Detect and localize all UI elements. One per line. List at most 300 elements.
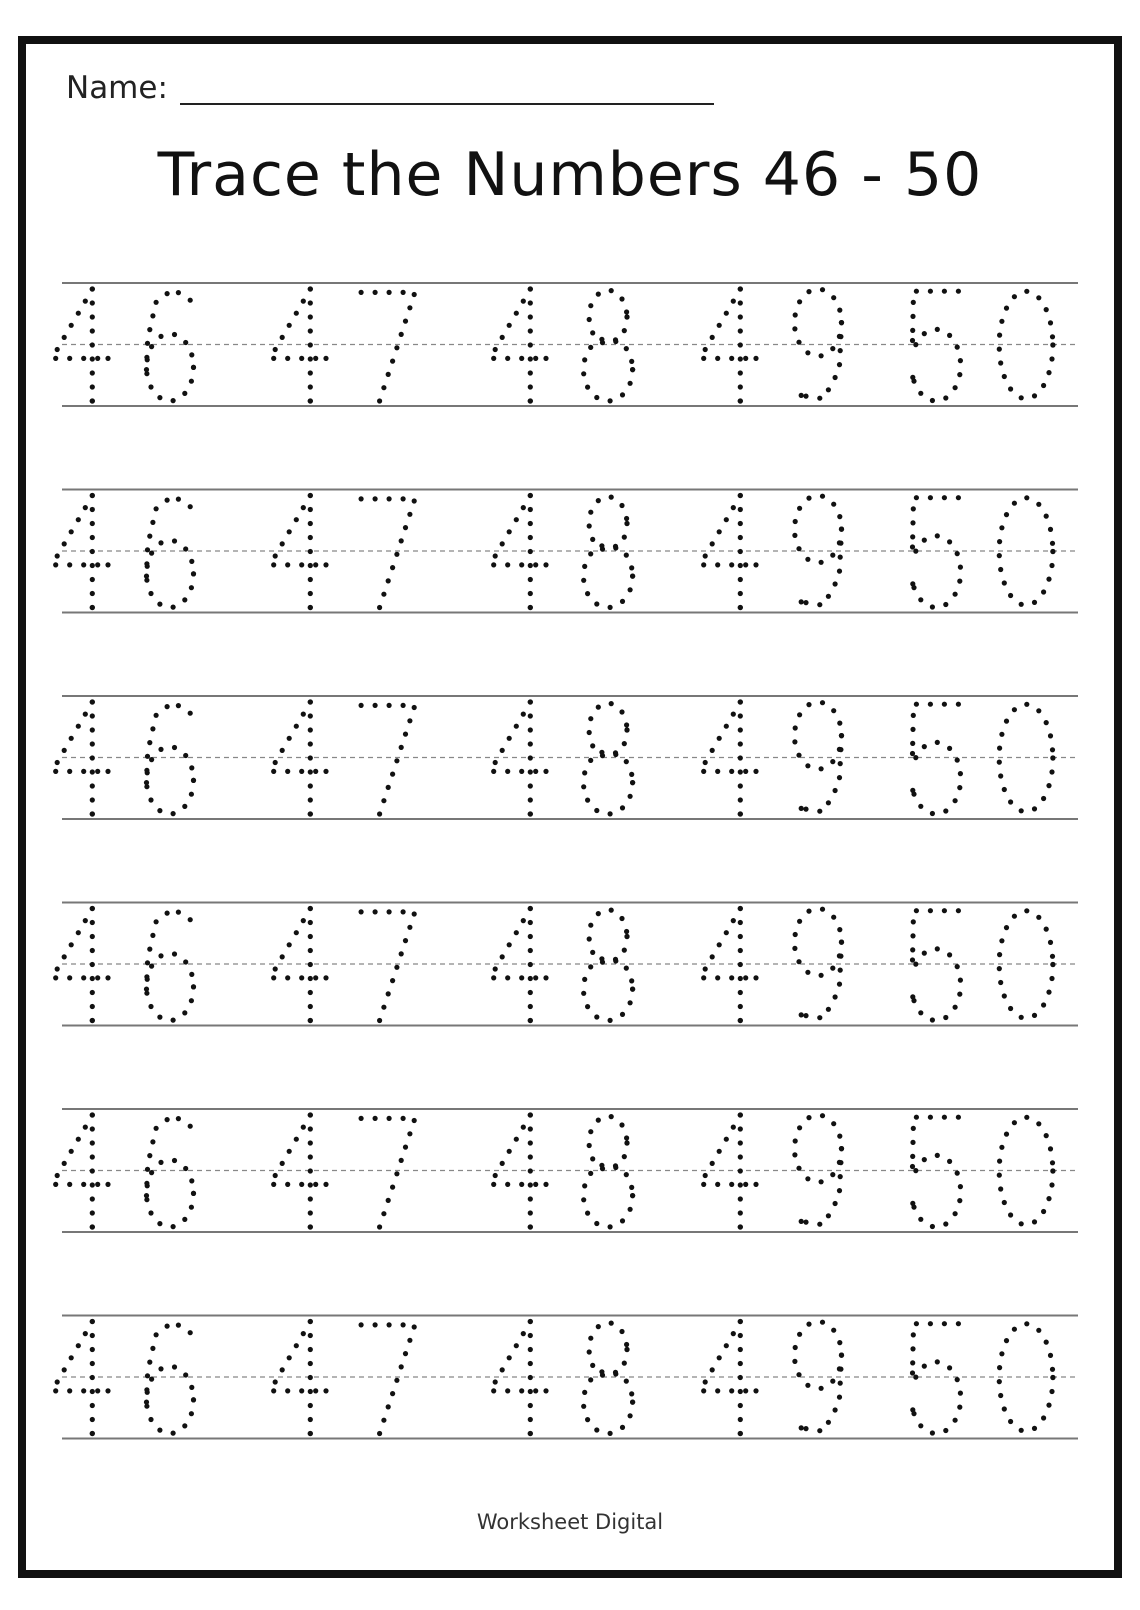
trace-dot (910, 375, 915, 380)
trace-dot (528, 384, 533, 389)
trace-dot (710, 1161, 715, 1166)
trace-dot (188, 1330, 193, 1335)
trace-dot (144, 987, 149, 992)
trace-dot (521, 505, 526, 510)
trace-dot (172, 538, 177, 543)
trace-dot (505, 769, 510, 774)
trace-dot (914, 1321, 919, 1326)
trace-dot (182, 1217, 187, 1222)
trace-dot (588, 758, 593, 763)
trace-dot (1012, 707, 1017, 712)
trace-dot (323, 975, 328, 980)
trace-dot (165, 1117, 170, 1122)
trace-dot (1002, 1200, 1007, 1205)
trace-dot (519, 769, 524, 774)
trace-dot (183, 959, 188, 964)
trace-dot (308, 727, 313, 732)
trace-dot (521, 1331, 526, 1336)
trace-dot (386, 1198, 391, 1203)
trace-dot (381, 592, 386, 597)
trace-dot (105, 1388, 110, 1393)
trace-dot (144, 1387, 149, 1392)
trace-dot (826, 387, 831, 392)
trace-dot (1048, 527, 1053, 532)
trace-dot (90, 356, 95, 361)
trace-dot (308, 1112, 313, 1117)
trace-number[interactable] (910, 702, 1056, 817)
trace-dot (407, 925, 412, 930)
trace-number[interactable] (910, 1321, 1056, 1436)
trace-dot (528, 1004, 533, 1009)
trace-dot (738, 1154, 743, 1159)
trace-dot (613, 750, 618, 755)
trace-dot (803, 600, 808, 605)
trace-dot (144, 1400, 149, 1405)
trace-dot (997, 746, 1002, 751)
trace-dot (817, 1428, 822, 1433)
trace-dot (830, 759, 835, 764)
trace-dot (90, 300, 95, 305)
trace-dot (613, 1163, 618, 1168)
trace-dot (1032, 1426, 1037, 1431)
trace-dot (753, 975, 758, 980)
trace-dot (90, 398, 95, 403)
trace-dot (521, 1125, 526, 1130)
trace-dot (67, 356, 72, 361)
trace-dot (588, 345, 593, 350)
trace-dot (837, 721, 842, 726)
trace-dot (90, 577, 95, 582)
trace-dot (55, 347, 60, 352)
trace-dot (806, 289, 811, 294)
trace-dot (67, 1182, 72, 1187)
trace-dot (394, 1171, 399, 1176)
trace-dot (154, 1126, 159, 1131)
trace-dot (1004, 925, 1009, 930)
trace-dot (1041, 1209, 1046, 1214)
trace-dot (738, 1319, 743, 1324)
trace-dot (62, 1161, 67, 1166)
trace-dot (943, 395, 948, 400)
trace-dot (394, 345, 399, 350)
trace-dot (308, 1182, 313, 1187)
trace-dot (624, 1135, 629, 1140)
trace-dot (585, 1211, 590, 1216)
trace-dot (1024, 1321, 1029, 1326)
trace-dot (301, 712, 306, 717)
trace-dot (799, 806, 804, 811)
trace-dot (323, 1388, 328, 1393)
trace-dot (724, 1343, 729, 1348)
trace-dot (299, 975, 304, 980)
practice-row (53, 283, 1078, 406)
trace-dot (838, 555, 843, 560)
trace-dot (729, 1182, 734, 1187)
trace-dot (301, 1125, 306, 1130)
trace-dot (918, 1217, 923, 1222)
trace-dot (957, 992, 962, 997)
trace-dot (922, 538, 927, 543)
trace-dot (831, 295, 836, 300)
trace-dot (407, 305, 412, 310)
trace-dot (1019, 1015, 1024, 1020)
trace-dot (958, 771, 963, 776)
trace-dot (947, 539, 952, 544)
trace-dot (521, 299, 526, 304)
trace-dot (955, 345, 960, 350)
trace-dot (67, 975, 72, 980)
trace-dot (323, 356, 328, 361)
trace-dot (738, 1375, 743, 1380)
trace-dot (308, 1126, 313, 1131)
trace-dot (918, 804, 923, 809)
trace-dot (150, 726, 155, 731)
trace-dot (1050, 747, 1055, 752)
trace-dot (997, 760, 1002, 765)
trace-dot (738, 1182, 743, 1187)
trace-dot (158, 540, 163, 545)
trace-dot (738, 286, 743, 291)
trace-dot (622, 741, 627, 746)
trace-dot (83, 299, 88, 304)
trace-dot (189, 379, 194, 384)
trace-dot (956, 1115, 961, 1120)
trace-dot (608, 1018, 613, 1023)
trace-dot (622, 328, 627, 333)
trace-dot (90, 1210, 95, 1215)
trace-dot (158, 334, 163, 339)
trace-dot (910, 947, 915, 952)
trace-dot (738, 976, 743, 981)
trace-dot (144, 1181, 149, 1186)
trace-dot (149, 1170, 154, 1175)
trace-dot (403, 732, 408, 737)
trace-dot (624, 759, 629, 764)
trace-dot (738, 713, 743, 718)
trace-dot (386, 372, 391, 377)
trace-dot (624, 346, 629, 351)
trace-dot (624, 1172, 629, 1177)
trace-dot (171, 605, 176, 610)
trace-dot (805, 350, 810, 355)
trace-dot (630, 780, 635, 785)
trace-dot (1050, 334, 1055, 339)
trace-dot (191, 1397, 196, 1402)
trace-dot (831, 502, 836, 507)
trace-dot (176, 1323, 181, 1328)
trace-dot (90, 976, 95, 981)
practice-row (53, 903, 1078, 1026)
trace-dot (910, 544, 915, 549)
trace-dot (998, 1393, 1003, 1398)
trace-dot (820, 700, 825, 705)
trace-dot (313, 975, 318, 980)
trace-dot (95, 769, 100, 774)
trace-dot (582, 1183, 587, 1188)
trace-dot (90, 384, 95, 389)
trace-dot (377, 811, 382, 816)
trace-dot (157, 1015, 162, 1020)
trace-dot (913, 1375, 918, 1380)
trace-dot (76, 1343, 81, 1348)
trace-dot (157, 395, 162, 400)
trace-dot (796, 546, 801, 551)
trace-dot (500, 541, 505, 546)
trace-dot (803, 807, 808, 812)
trace-dot (738, 699, 743, 704)
trace-dot (543, 769, 548, 774)
trace-dot (507, 1355, 512, 1360)
trace-dot (820, 494, 825, 499)
trace-dot (955, 551, 960, 556)
trace-dot (609, 1114, 614, 1119)
trace-dot (930, 604, 935, 609)
trace-dot (528, 976, 533, 981)
trace-dot (308, 1224, 313, 1229)
trace-dot (528, 948, 533, 953)
trace-dot (743, 975, 748, 980)
trace-dot (717, 1149, 722, 1154)
trace-dot (528, 342, 533, 347)
trace-dot (313, 562, 318, 567)
trace-dot (189, 1178, 194, 1183)
trace-dot (182, 391, 187, 396)
trace-dot (1046, 1403, 1051, 1408)
trace-dot (90, 727, 95, 732)
trace-dot (1048, 1146, 1053, 1151)
trace-dot (805, 763, 810, 768)
trace-dot (287, 1149, 292, 1154)
trace-dot (838, 761, 843, 766)
trace-dot (528, 591, 533, 596)
trace-dot (1050, 342, 1055, 347)
trace-dot (188, 504, 193, 509)
trace-dot (176, 703, 181, 708)
trace-dot (731, 1331, 736, 1336)
trace-dot (90, 948, 95, 953)
trace-number[interactable] (910, 289, 1056, 404)
trace-dot (608, 1431, 613, 1436)
trace-dot (95, 1182, 100, 1187)
trace-dot (910, 328, 915, 333)
trace-dot (911, 300, 916, 305)
trace-dot (1050, 755, 1055, 760)
trace-dot (619, 503, 624, 508)
trace-dot (273, 760, 278, 765)
trace-dot (622, 1154, 627, 1159)
trace-dot (1019, 395, 1024, 400)
trace-dot (910, 520, 915, 525)
trace-dot (581, 371, 586, 376)
trace-dot (910, 994, 915, 999)
trace-dot (914, 908, 919, 913)
trace-dot (308, 962, 313, 967)
trace-dot (81, 769, 86, 774)
trace-dot (147, 1153, 152, 1158)
trace-dot (1041, 383, 1046, 388)
trace-number[interactable] (910, 1115, 1056, 1230)
trace-dot (820, 1113, 825, 1118)
trace-dot (630, 1193, 635, 1198)
trace-dot (792, 1152, 797, 1157)
trace-dot (942, 908, 947, 913)
trace-dot (90, 962, 95, 967)
trace-dot (624, 1379, 629, 1384)
trace-dot (308, 1168, 313, 1173)
trace-dot (1044, 1340, 1049, 1345)
trace-dot (1004, 512, 1009, 517)
trace-dot (149, 551, 154, 556)
trace-dot (1024, 495, 1029, 500)
trace-dot (922, 951, 927, 956)
trace-dot (401, 1116, 406, 1121)
trace-dot (528, 1361, 533, 1366)
trace-dot (528, 1319, 533, 1324)
trace-dot (703, 966, 708, 971)
trace-dot (738, 1140, 743, 1145)
trace-dot (930, 1017, 935, 1022)
trace-dot (491, 356, 496, 361)
trace-dot (910, 1407, 915, 1412)
trace-dot (1019, 808, 1024, 813)
trace-number[interactable] (910, 908, 1056, 1023)
trace-dot (81, 975, 86, 980)
trace-dot (997, 347, 1002, 352)
trace-dot (157, 602, 162, 607)
trace-dot (55, 1379, 60, 1384)
trace-dot (838, 954, 843, 959)
trace-dot (831, 708, 836, 713)
trace-dot (158, 1160, 163, 1165)
trace-dot (83, 1331, 88, 1336)
trace-dot (505, 975, 510, 980)
trace-dot (588, 303, 593, 308)
trace-dot (953, 798, 958, 803)
trace-dot (619, 709, 624, 714)
trace-dot (157, 1221, 162, 1226)
trace-dot (394, 965, 399, 970)
trace-dot (189, 1385, 194, 1390)
trace-dot (157, 1428, 162, 1433)
trace-dot (587, 730, 592, 735)
trace-dot (81, 356, 86, 361)
trace-dot (301, 1331, 306, 1336)
trace-dot (90, 1375, 95, 1380)
trace-dot (624, 934, 629, 939)
trace-dot (590, 1363, 595, 1368)
trace-dot (90, 1196, 95, 1201)
trace-dot (171, 811, 176, 816)
trace-dot (703, 760, 708, 765)
trace-dot (191, 778, 196, 783)
trace-dot (1044, 514, 1049, 519)
trace-dot (399, 332, 404, 337)
trace-dot (105, 975, 110, 980)
trace-dot (585, 591, 590, 596)
trace-dot (797, 1125, 802, 1130)
trace-dot (308, 948, 313, 953)
trace-dot (1008, 1212, 1013, 1217)
trace-dot (819, 766, 824, 771)
trace-dot (176, 497, 181, 502)
trace-dot (956, 1321, 961, 1326)
trace-dot (528, 906, 533, 911)
trace-dot (910, 581, 915, 586)
trace-dot (947, 952, 952, 957)
trace-dot (1032, 1013, 1037, 1018)
trace-dot (1050, 1160, 1055, 1165)
trace-dot (148, 1210, 153, 1215)
trace-dot (105, 769, 110, 774)
trace-dot (69, 1355, 74, 1360)
trace-dot (90, 990, 95, 995)
trace-dot (585, 1004, 590, 1009)
trace-dot (624, 966, 629, 971)
trace-dot (1036, 708, 1041, 713)
trace-dot (1041, 796, 1046, 801)
trace-dot (826, 1007, 831, 1012)
trace-dot (528, 314, 533, 319)
trace-dot (738, 1224, 743, 1229)
trace-dot (528, 1112, 533, 1117)
trace-dot (997, 553, 1002, 558)
trace-number[interactable] (910, 495, 1056, 610)
trace-dot (738, 948, 743, 953)
trace-dot (528, 521, 533, 526)
trace-dot (999, 732, 1004, 737)
trace-dot (1012, 501, 1017, 506)
trace-dot (629, 565, 634, 570)
trace-dot (528, 741, 533, 746)
trace-dot (149, 964, 154, 969)
trace-dot (911, 1126, 916, 1131)
trace-dot (308, 1154, 313, 1159)
trace-dot (176, 1116, 181, 1121)
trace-dot (717, 942, 722, 947)
trace-dot (956, 495, 961, 500)
trace-dot (806, 1322, 811, 1327)
trace-dot (613, 1370, 618, 1375)
trace-dot (590, 330, 595, 335)
trace-dot (594, 1221, 599, 1226)
trace-dot (628, 1413, 633, 1418)
trace-dot (837, 1395, 842, 1400)
trace-dot (401, 290, 406, 295)
trace-dot (528, 1154, 533, 1159)
trace-dot (401, 909, 406, 914)
trace-dot (1002, 787, 1007, 792)
trace-dot (90, 507, 95, 512)
trace-dot (386, 785, 391, 790)
trace-dot (491, 1182, 496, 1187)
trace-dot (799, 1012, 804, 1017)
trace-dot (731, 299, 736, 304)
trace-dot (998, 1186, 1003, 1191)
trace-dot (819, 973, 824, 978)
trace-dot (738, 1004, 743, 1009)
trace-dot (308, 1333, 313, 1338)
trace-dot (743, 562, 748, 567)
trace-dot (596, 705, 601, 710)
trace-dot (387, 1116, 392, 1121)
trace-dot (717, 323, 722, 328)
trace-dot (817, 1015, 822, 1020)
trace-dot (803, 1426, 808, 1431)
trace-dot (918, 391, 923, 396)
trace-dot (910, 741, 915, 746)
trace-dot (500, 1367, 505, 1372)
trace-dot (793, 519, 798, 524)
